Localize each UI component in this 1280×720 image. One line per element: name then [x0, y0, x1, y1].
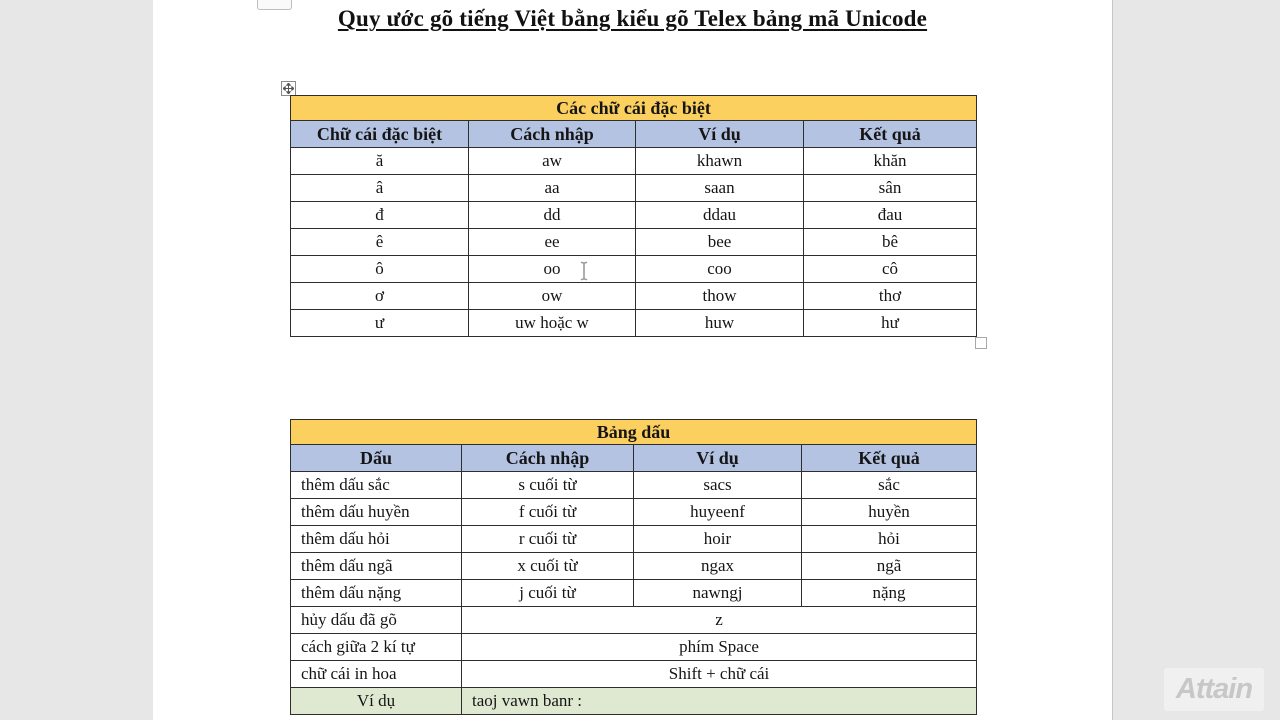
table-row	[291, 526, 977, 553]
table-cell: ê	[291, 229, 469, 256]
table-cell: coo	[636, 256, 804, 283]
table-cell: j cuối từ	[462, 580, 634, 607]
document-page	[153, 0, 1113, 720]
table-cell: ă	[291, 148, 469, 175]
table-row	[291, 553, 977, 580]
table-row	[291, 661, 977, 688]
document-title: Quy ước gõ tiếng Việt bằng kiểu gõ Telex bảng mã Unicode	[337, 6, 928, 31]
table-cell: bê	[804, 229, 977, 256]
table-cell: f cuối từ	[462, 499, 634, 526]
table-cell: aw	[469, 148, 636, 175]
table1-header-0: Chữ cái đặc biệt	[291, 121, 469, 148]
table-row	[291, 634, 977, 661]
table-cell: sắc	[802, 472, 977, 499]
table-cell: ngã	[802, 553, 977, 580]
table-header-row	[291, 445, 977, 472]
table1-header-2: Ví dụ	[636, 121, 804, 148]
table-cell: huw	[636, 310, 804, 337]
table-cell: thêm dấu huyền	[291, 499, 462, 526]
table-caption-row	[291, 96, 977, 121]
table-row	[291, 256, 977, 283]
table-cell: huyền	[802, 499, 977, 526]
table-cell: saan	[636, 175, 804, 202]
table-row	[291, 148, 977, 175]
attain-watermark-logo: Attain	[1164, 668, 1264, 711]
table-move-handle-icon[interactable]	[281, 81, 296, 96]
table2-header-3: Kết quả	[802, 445, 977, 472]
table-cell: huyeenf	[634, 499, 802, 526]
table-cell: s cuối từ	[462, 472, 634, 499]
table-header-row	[291, 121, 977, 148]
table-cell: cô	[804, 256, 977, 283]
table-row	[291, 607, 977, 634]
table-cell: x cuối từ	[462, 553, 634, 580]
table-cell: khawn	[636, 148, 804, 175]
table2-caption: Bảng dấu	[291, 420, 977, 445]
table-cell-merged: phím Space	[462, 634, 977, 661]
table-row	[291, 472, 977, 499]
table2-header-2: Ví dụ	[634, 445, 802, 472]
table-cell: thơ	[804, 283, 977, 310]
move-arrows-icon	[283, 83, 294, 94]
table1-header-3: Kết quả	[804, 121, 977, 148]
example-label-cell: Ví dụ	[291, 688, 462, 715]
table-cell: sacs	[634, 472, 802, 499]
table-cell-merged: Shift + chữ cái	[462, 661, 977, 688]
table1-caption: Các chữ cái đặc biệt	[291, 96, 977, 121]
table1-header-1: Cách nhập	[469, 121, 636, 148]
tone-marks-table	[290, 419, 977, 715]
table-cell: cách giữa 2 kí tự	[291, 634, 462, 661]
table-cell: ee	[469, 229, 636, 256]
table-row	[291, 175, 977, 202]
table-cell: đ	[291, 202, 469, 229]
table-cell: â	[291, 175, 469, 202]
example-value-cell: taoj vawn banr :	[462, 688, 977, 715]
table-cell: thêm dấu sắc	[291, 472, 462, 499]
table-cell: thow	[636, 283, 804, 310]
table-cell: đau	[804, 202, 977, 229]
table-cell: dd	[469, 202, 636, 229]
table-cell-merged: z	[462, 607, 977, 634]
table-resize-handle[interactable]	[975, 337, 987, 349]
table-cell: ư	[291, 310, 469, 337]
table-cell: ơ	[291, 283, 469, 310]
table-cell: hủy dấu đã gõ	[291, 607, 462, 634]
table-cell: khăn	[804, 148, 977, 175]
table-cell: chữ cái in hoa	[291, 661, 462, 688]
table-cell: hư	[804, 310, 977, 337]
table-cell: thêm dấu hỏi	[291, 526, 462, 553]
special-letters-table	[290, 95, 977, 337]
table2-header-1: Cách nhập	[462, 445, 634, 472]
table-example-row	[291, 688, 977, 715]
table-cell: hỏi	[802, 526, 977, 553]
table-row	[291, 202, 977, 229]
table-cell: nặng	[802, 580, 977, 607]
table-cell: oo	[469, 256, 636, 283]
table2-header-0: Dấu	[291, 445, 462, 472]
table-cell: thêm dấu nặng	[291, 580, 462, 607]
table-cell: r cuối từ	[462, 526, 634, 553]
table-row	[291, 310, 977, 337]
table-row	[291, 283, 977, 310]
table-cell: sân	[804, 175, 977, 202]
table-cell: nawngj	[634, 580, 802, 607]
table-row	[291, 499, 977, 526]
table-cell: uw hoặc w	[469, 310, 636, 337]
table-cell: thêm dấu ngã	[291, 553, 462, 580]
table-caption-row	[291, 420, 977, 445]
table-row	[291, 580, 977, 607]
table-cell: aa	[469, 175, 636, 202]
table-cell: ddau	[636, 202, 804, 229]
table-cell: ngax	[634, 553, 802, 580]
table-row	[291, 229, 977, 256]
table-cell: hoir	[634, 526, 802, 553]
table-cell: ô	[291, 256, 469, 283]
table-cell: ow	[469, 283, 636, 310]
table-cell: bee	[636, 229, 804, 256]
text-cursor-icon	[579, 261, 589, 281]
